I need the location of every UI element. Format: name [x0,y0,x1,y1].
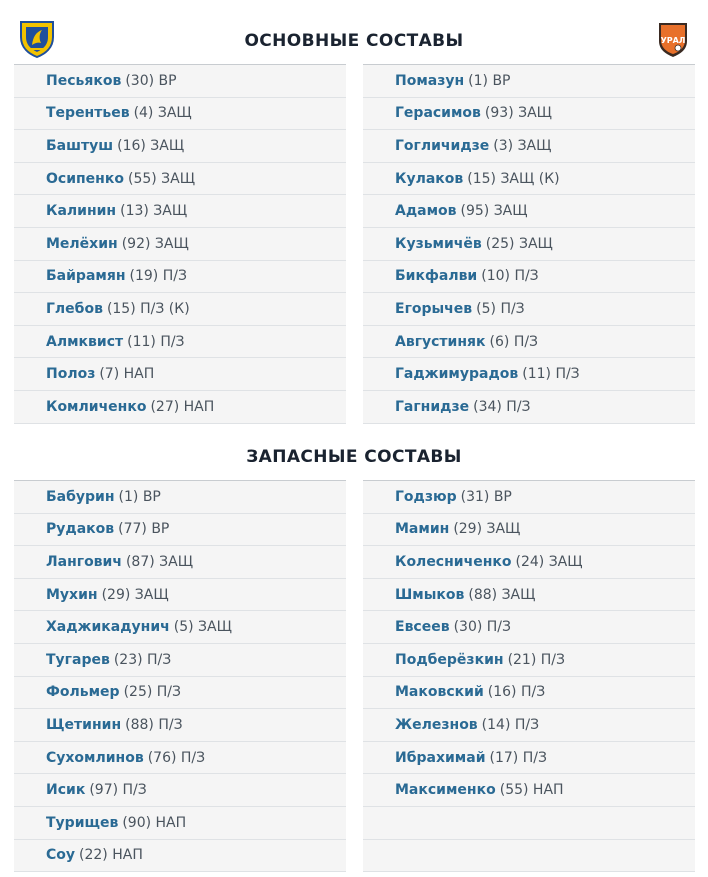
player-name[interactable]: Песьяков [46,72,122,89]
player-info: (31) ВР [460,488,512,505]
player-row [363,611,695,644]
player-name[interactable]: Мамин [395,521,450,538]
player-row [14,293,346,326]
player-row [14,195,346,228]
player-info: (11) П/З [522,366,580,383]
player-info: (22) НАП [79,847,143,864]
player-row [363,514,695,547]
player-info: (1) ВР [468,72,511,89]
player-info: (55) НАП [499,782,564,799]
player-row [14,261,346,294]
away-subs-list [363,480,695,872]
player-name[interactable]: Кулаков [395,170,464,187]
player-name[interactable]: Мухин [46,586,98,603]
player-row [363,130,695,163]
player-name[interactable]: Рудаков [46,521,115,538]
player-row [363,546,695,579]
player-row [363,774,695,807]
player-info: (6) П/З [489,333,539,350]
player-name[interactable]: Августиняк [395,333,486,350]
player-name[interactable]: Турищев [46,814,119,831]
player-info: (30) ВР [125,72,177,89]
player-info: (27) НАП [150,398,215,415]
player-name[interactable]: Максименко [395,782,496,799]
player-info: (7) НАП [99,366,155,383]
player-info: (88) ЗАЩ [468,586,536,603]
player-info: (5) ЗАЩ [173,619,232,636]
player-info: (11) П/З [127,333,185,350]
player-name[interactable]: Годзюр [395,488,457,505]
player-row [14,579,346,612]
player-name[interactable]: Евсеев [395,619,450,636]
player-row [363,644,695,677]
player-row [14,742,346,775]
empty-row [363,840,695,873]
player-row [363,65,695,98]
player-row [14,163,346,196]
player-info: (13) ЗАЩ [120,203,188,220]
player-name[interactable]: Герасимов [395,105,481,122]
player-name[interactable]: Глебов [46,300,103,317]
player-info: (25) П/З [123,684,181,701]
player-name[interactable]: Шмыков [395,586,465,603]
player-row [363,709,695,742]
player-info: (30) П/З [453,619,511,636]
player-name[interactable]: Подберёзкин [395,651,504,668]
player-row [14,709,346,742]
player-info: (23) П/З [113,651,172,668]
player-info: (90) НАП [122,814,187,831]
player-row [14,840,346,873]
player-row [363,163,695,196]
player-name[interactable]: Осипенко [46,170,124,187]
player-row [14,644,346,677]
player-info: (76) П/З [147,749,206,766]
player-name[interactable]: Колесниченко [395,553,512,570]
player-name[interactable]: Тугарев [46,651,110,668]
player-name[interactable]: Калинин [46,203,117,220]
player-name[interactable]: Егорычев [395,300,473,317]
player-info: (19) П/З [129,268,187,285]
player-info: (24) ЗАЩ [515,553,583,570]
player-row [363,195,695,228]
player-row [14,98,346,131]
player-info: (16) ЗАЩ [117,137,185,154]
player-name[interactable]: Мелёхин [46,235,118,252]
player-row [363,261,695,294]
player-name[interactable]: Баштуш [46,137,114,154]
player-info: (21) П/З [507,651,565,668]
away-starters-list [363,64,695,424]
player-name[interactable]: Кузьмичёв [395,235,482,252]
player-row [14,677,346,710]
player-row [363,677,695,710]
player-info: (16) П/З [487,684,546,701]
player-row [363,481,695,514]
player-info: (1) ВР [118,488,161,505]
player-row [14,391,346,424]
player-info: (5) П/З [476,300,525,317]
player-row [14,326,346,359]
player-info: (14) П/З [481,716,540,733]
subs-title: ЗАПАСНЫЕ СОСТАВЫ [246,447,462,467]
player-row [363,228,695,261]
player-name[interactable]: Железнов [395,716,478,733]
player-row [14,358,346,391]
player-info: (29) ЗАЩ [101,586,169,603]
home-starters-list [14,64,346,424]
player-row [363,293,695,326]
player-row [363,358,695,391]
player-row [14,774,346,807]
player-row [14,807,346,840]
player-row [14,228,346,261]
player-info: (34) П/З [473,398,531,415]
starters-title: ОСНОВНЫЕ СОСТАВЫ [244,31,464,51]
player-info: (88) П/З [125,716,183,733]
player-info: (92) ЗАЩ [121,235,189,252]
player-name[interactable]: Бикфалви [395,268,478,285]
player-name[interactable]: Помазун [395,72,465,89]
player-name[interactable]: Терентьев [46,105,130,122]
player-name[interactable]: Гаджимурадов [395,366,519,383]
player-row [363,326,695,359]
player-name[interactable]: Соу [46,847,76,864]
player-info: (3) ЗАЩ [493,137,552,154]
player-name[interactable]: Адамов [395,203,457,220]
player-info: (15) П/З (К) [106,300,190,317]
player-name[interactable]: Щетинин [46,716,122,733]
player-name[interactable]: Гогличидзе [395,137,490,154]
player-name[interactable]: Лангович [46,553,122,570]
player-row [14,130,346,163]
player-row [363,742,695,775]
player-row [14,65,346,98]
player-row [14,481,346,514]
player-info: (87) ЗАЩ [125,553,194,570]
player-name[interactable]: Алмквист [46,333,124,350]
player-row [363,579,695,612]
player-info: (10) П/З [481,268,539,285]
player-row [14,611,346,644]
player-info: (17) П/З [489,749,547,766]
player-info: (29) ЗАЩ [453,521,521,538]
player-row [14,546,346,579]
player-name[interactable]: Комличенко [46,398,147,415]
player-name[interactable]: Полоз [46,366,96,383]
player-info: (4) ЗАЩ [133,105,192,122]
player-info: (97) П/З [89,782,147,799]
player-row [363,391,695,424]
player-info: (93) ЗАЩ [484,105,552,122]
home-subs-list [14,480,346,872]
player-info: (55) ЗАЩ [127,170,196,187]
player-info: (77) ВР [118,521,170,538]
player-name[interactable]: Маковский [395,684,484,701]
player-name[interactable]: Исик [46,782,86,799]
player-info: (25) ЗАЩ [485,235,553,252]
player-name[interactable]: Хаджикадунич [46,619,170,636]
player-name[interactable]: Ибрахимай [395,749,486,766]
empty-row [363,807,695,840]
player-name[interactable]: Сухомлинов [46,749,144,766]
player-info: (95) ЗАЩ [460,203,528,220]
player-name[interactable]: Байрамян [46,268,126,285]
player-row [14,514,346,547]
player-name[interactable]: Гагнидзе [395,398,470,415]
ural-logo-text: УРАЛ [660,36,686,45]
player-name[interactable]: Бабурин [46,488,115,505]
player-info: (15) ЗАЩ (К) [467,170,560,187]
player-name[interactable]: Фольмер [46,684,120,701]
player-row [363,98,695,131]
